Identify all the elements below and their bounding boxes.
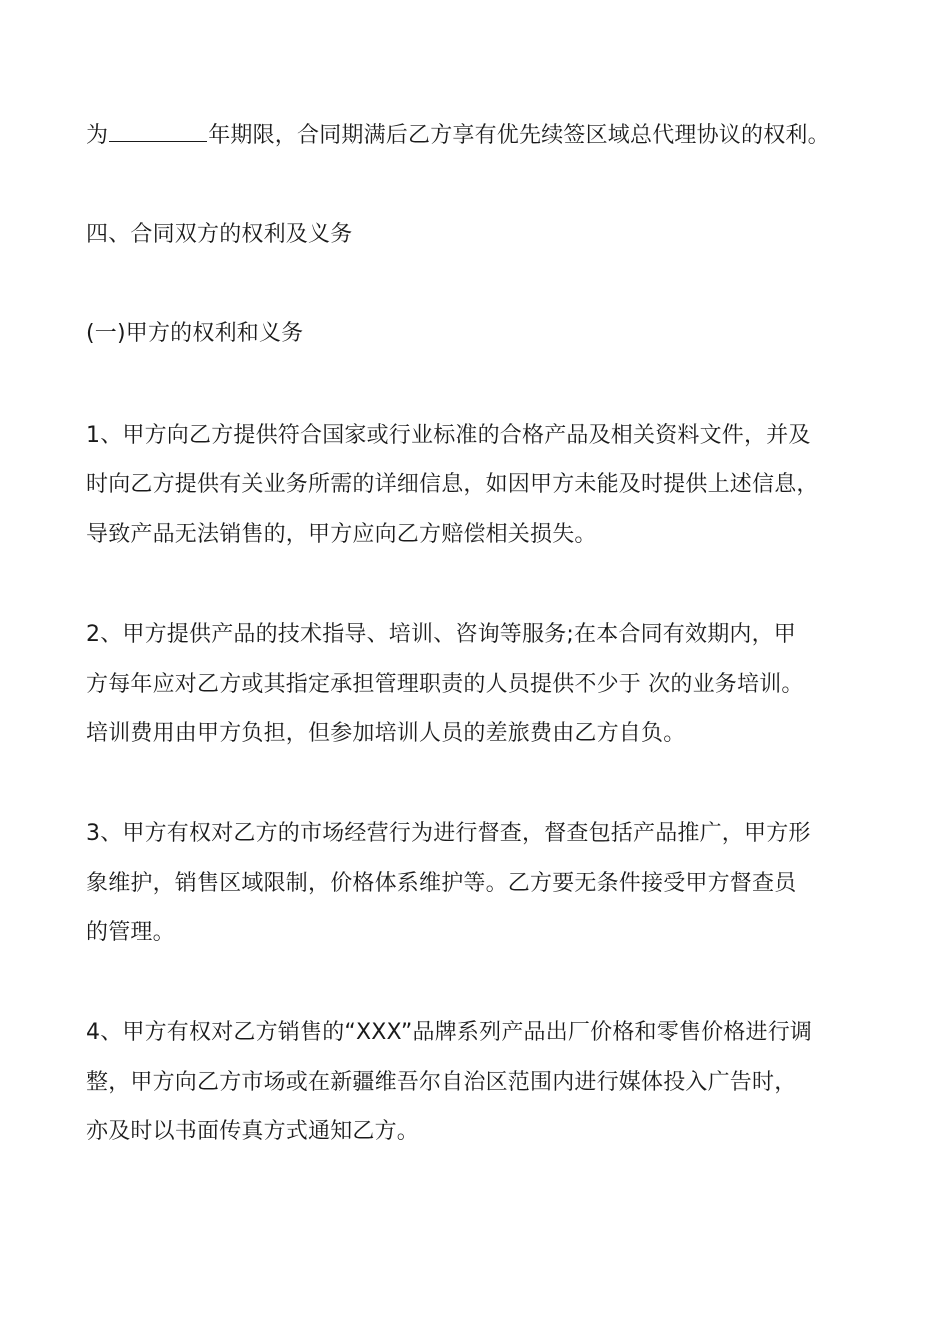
clause-2-line-3: 培训费用由甲方负担，但参加培训人员的差旅费由乙方自负。 [86,721,686,746]
clause-4-line-1: 4、甲方有权对乙方销售的“XXX”品牌系列产品出厂价格和零售价格进行调 [86,1020,813,1045]
clause-3-line-2: 象维护，销售区域限制，价格体系维护等。乙方要无条件接受甲方督查员 [86,871,797,896]
intro-prefix: 为 [86,123,109,148]
term-years-blank [109,119,207,142]
clause-3-line-3: 的管理。 [86,920,175,945]
clause-1-line-3: 导致产品无法销售的，甲方应向乙方赔偿相关损失。 [86,522,597,547]
clause-2-line-1: 2、甲方提供产品的技术指导、培训、咨询等服务;在本合同有效期内，甲 [86,622,797,647]
intro-suffix: 年期限，合同期满后乙方享有优先续签区域总代理协议的权利。 [208,123,830,148]
intro-paragraph [86,119,830,151]
clause-4-line-3: 亦及时以书面传真方式通知乙方。 [86,1119,420,1144]
clause-1-line-1: 1、甲方向乙方提供符合国家或行业标准的合格产品及相关资料文件，并及 [86,423,811,448]
clause-1-line-2: 时向乙方提供有关业务所需的详细信息，如因甲方未能及时提供上述信息， [86,472,819,497]
clause-2-line-2: 方每年应对乙方或其指定承担管理职责的人员提供不少于 次的业务培训。 [86,672,804,697]
section-heading: 四、合同双方的权利及义务 [86,222,353,247]
clause-3-line-1: 3、甲方有权对乙方的市场经营行为进行督查，督查包括产品推广，甲方形 [86,821,811,846]
clause-4-line-2: 整，甲方向乙方市场或在新疆维吾尔自治区范围内进行媒体投入广告时， [86,1070,797,1095]
subsection-heading: (一)甲方的权利和义务 [86,321,304,346]
